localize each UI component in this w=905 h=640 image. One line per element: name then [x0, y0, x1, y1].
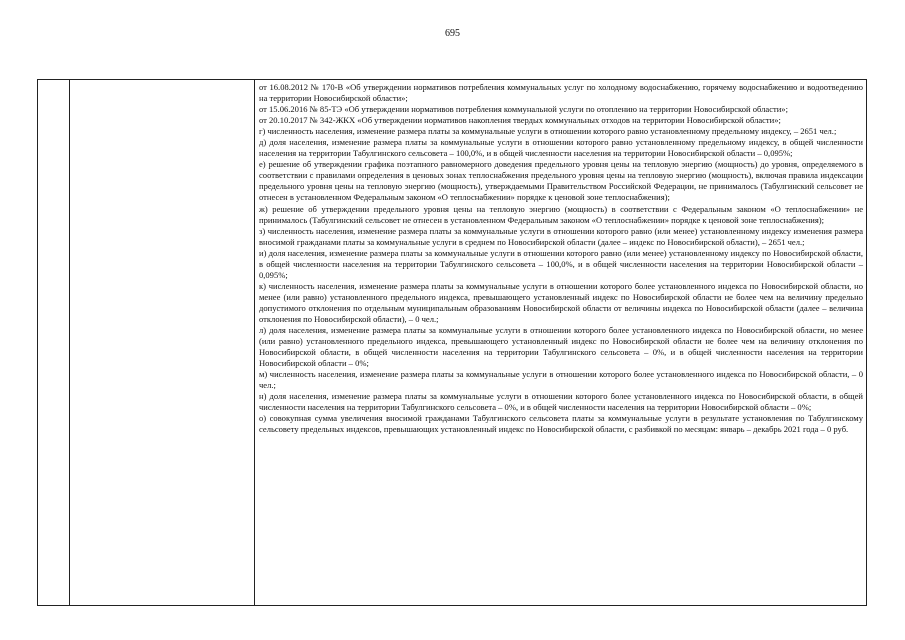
paragraph-1: от 16.08.2012 № 170-В «Об утверждении нормативов потребления коммунальных услуг по холодному водоснабжению, горячему водоснабжению и водоотведению на территории Новосибирской области»; [259, 82, 863, 104]
paragraph-z: з) численность населения, изменение размера платы за коммунальные услуги в отношении которого равно (или менее) установленному индексу изменения размера вносимой гражданами платы за коммунальные услуги в среднем по Новосибирской области (далее – индекс по Новосибирской области), – 2651 чел.; [259, 225, 863, 247]
paragraph-d: д) доля населения, изменение размера платы за коммунальные услуги в отношении которого равно установленному предельному индексу, в общей численности населения на территории Табулгинского сельсовета – 100,0%, и в общей численности населения на территории Новосибирской области – 0,095%; [259, 137, 863, 159]
page-number: 695 [445, 28, 460, 39]
column-divider-1 [69, 80, 70, 605]
paragraph-m: м) численность населения, изменение размера платы за коммунальные услуги в отношении которого более установленного индекса по Новосибирской области, – 0 чел.; [259, 369, 863, 391]
paragraph-3: от 20.10.2017 № 342-ЖКХ «Об утверждении нормативов накопления твердых коммунальных отходов на территории Новосибирской области»; [259, 115, 781, 126]
paragraph-g: г) численность населения, изменение размера платы за коммунальные услуги в отношении которого равно установленному предельному индексу, – 2651 чел.; [259, 126, 837, 137]
paragraph-o: о) совокупная сумма увеличения вносимой гражданами Табулгинского сельсовета платы за коммунальные услуги в результате установления по Табулгинскому сельсовету предельных индексов, превышающих установленный индекс по Новосибирской области, с разбивкой по месяцам: январь – декабрь 2021 года – 0 руб. [259, 413, 863, 435]
paragraph-zh: ж) решение об утверждении предельного уровня цены на тепловую энергию (мощность) в соответствии с Федеральным законом «О теплоснабжении» не принималось (Табулгинский сельсовет не отнесен в установленном Федеральным законом «О теплоснабжении» порядке к ценовой зоне теплоснабжения); [259, 203, 863, 225]
paragraph-e: е) решение об утверждении графика поэтапного равномерного доведения предельного уровня цены на тепловую энергию (мощность) до уровня, определяемого в соответствии с правилами определения в ценовых зонах теплоснабжения предельного уровня цены на тепловую энергию (мощность), включая правила индексации предельного уровня цены на тепловую энергию (мощность), утверждаемыми Правительством Российской Федерации, не принималось (Табулгинский сельсовет не отнесен в установленном Федеральным законом «О теплоснабжении» порядке к ценовой зоне теплоснабжения); [259, 159, 863, 203]
paragraph-n: н) доля населения, изменение размера платы за коммунальные услуги в отношении которого более установленного индекса по Новосибирской области, в общей численности населения на территории Табулгинского сельсовета – 0%, и в общей численности населения на территории Новосибирской области – 0%; [259, 391, 863, 413]
paragraph-i: и) доля населения, изменение размера платы за коммунальные услуги в отношении которого равно (или менее) установленному индексу по Новосибирской области, в общей численности населения на территории Табулгинского сельсовета – 100,0%, и в общей численности населения на территории Новосибирской области – 0,095%; [259, 247, 863, 280]
paragraph-k: к) численность населения, изменение размера платы за коммунальные услуги в отношении которого более установленного индекса по Новосибирской области, но менее (или равно) установленного предельного индекса, превышающего установленный индекс по Новосибирской области не более чем на величину предельно допустимого отклонения по отдельным муниципальным образованиям Новосибирской области от величины индекса по Новосибирской области (далее – величина отклонения по Новосибирской области), – 0 чел.; [259, 280, 863, 324]
document-table [37, 79, 867, 606]
column-divider-2 [254, 80, 255, 605]
paragraph-2: от 15.06.2016 № 85-ТЭ «Об утверждении нормативов потребления коммунальной услуги по отоплению на территории Новосибирской области»; [259, 104, 788, 115]
paragraph-l: л) доля населения, изменение размера платы за коммунальные услуги в отношении которого более установленного индекса по Новосибирской области, но менее (или равно) установленного предельного индекса, превышающего установленный индекс по Новосибирской области не более чем на величину отклонения по Новосибирской области, в общей численности населения на территории Табулгинского сельсовета – 0%, и в общей численности населения на территории Новосибирской области – 0%; [259, 325, 863, 369]
table-text-cell [259, 82, 863, 436]
